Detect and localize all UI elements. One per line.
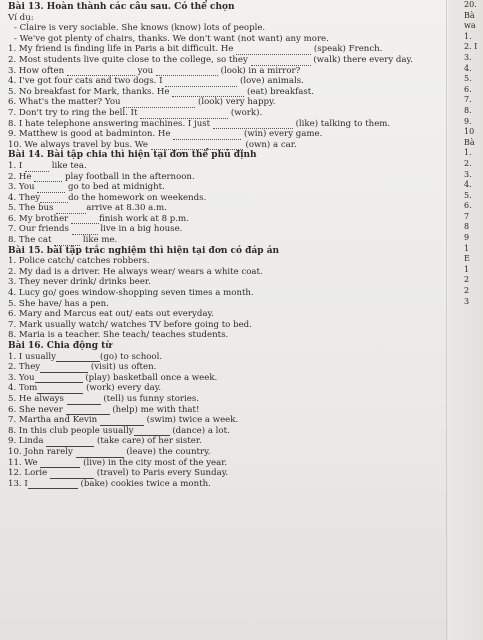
exercise-item — [8, 182, 448, 193]
exercise-item: 4. Lucy go/ goes window-shopping seven times a month. — [8, 288, 254, 299]
exercise-item — [8, 55, 448, 66]
exercise-item — [8, 373, 448, 384]
edge-text: 20. — [464, 0, 477, 9]
answer-blank[interactable] — [50, 470, 94, 479]
text-segment: 4. Tom — [8, 383, 38, 394]
section-15-title: Bài 15. bài tập trắc nghiệm thì hiện tại đơn có đáp án — [8, 245, 280, 256]
text-segment: 1. I — [8, 160, 23, 171]
text-segment: 12. Lorie — [8, 468, 48, 479]
edge-text: 1. — [464, 31, 472, 41]
answer-blank[interactable] — [67, 67, 135, 76]
text-segment: you — [137, 65, 154, 76]
text-segment: (help) me with that! — [112, 404, 200, 415]
text-segment: (eat) breakfast. — [246, 86, 314, 97]
answer-blank[interactable] — [213, 120, 293, 129]
section-13-example-label: Ví dụ: — [8, 12, 34, 23]
exercise-item — [8, 405, 448, 416]
exercise-item: 7. Mark usually watch/ watches TV before going to bed. — [8, 319, 252, 330]
example-line: - Claire is very sociable. She knows (know) lots of people. — [14, 23, 266, 34]
edge-text: 2. I — [464, 42, 478, 52]
answer-blank[interactable] — [56, 353, 100, 362]
text-segment: 5. No breakfast for Mark, thanks. He — [8, 86, 170, 97]
answer-blank[interactable] — [173, 131, 241, 140]
edge-text: 9. — [464, 116, 472, 126]
text-segment: (go) to school. — [100, 351, 163, 362]
text-segment: 4. I've got four cats and two dogs. I — [8, 76, 163, 87]
text-segment: 8. I hate telephone answering machines. I just — [8, 118, 211, 129]
answer-blank[interactable] — [40, 459, 80, 468]
text-segment: (look) in a mirror? — [220, 65, 301, 76]
text-segment: (tell) us funny stories. — [103, 393, 199, 404]
edge-text: 7 — [464, 211, 470, 221]
text-segment: 6. My brother — [8, 213, 69, 224]
exercise-item — [8, 352, 448, 363]
exercise-item: 2. My dad is a driver. He always wear/ wears a white coat. — [8, 266, 263, 277]
exercise-item — [8, 161, 448, 172]
edge-text: 2. — [464, 158, 472, 168]
edge-text: 1. — [464, 148, 472, 158]
edge-text: 8. — [464, 105, 472, 115]
text-segment: (live) in the city most of the year. — [83, 457, 228, 468]
exercise-item — [8, 479, 448, 490]
text-segment: play football in the afternoon. — [64, 171, 195, 182]
answer-blank[interactable] — [56, 205, 86, 214]
answer-blank[interactable] — [134, 427, 170, 436]
answer-blank[interactable] — [251, 57, 311, 66]
answer-blank[interactable] — [236, 46, 311, 55]
adjacent-page-edge — [448, 0, 483, 640]
exercise-item — [8, 172, 448, 183]
text-segment: 10. John rarely — [8, 446, 73, 457]
edge-text: 4. — [464, 180, 472, 190]
text-segment: 2. Most students live quite close to the college, so they — [8, 54, 248, 65]
text-segment: (own) a car. — [245, 139, 297, 150]
edge-text: Bà — [464, 10, 475, 20]
text-segment: 2. They — [8, 362, 41, 373]
text-segment: (bake) cookies twice a month. — [80, 478, 211, 489]
example-line: - We've got plenty of chairs, thanks. We don't want (not want) any more. — [14, 33, 329, 44]
text-segment: 1. My friend is finding life in Paris a bit difficult. He — [8, 44, 234, 55]
text-segment: 7. Don't try to ring the bell. It — [8, 107, 138, 118]
edge-text: 3. — [464, 52, 472, 62]
text-segment: 4. They — [8, 192, 41, 203]
exercise-item — [8, 203, 448, 214]
exercise-item — [8, 235, 448, 246]
edge-text: 8 — [464, 222, 470, 232]
text-segment: 5. He always — [8, 393, 64, 404]
text-segment: 7. Our friends — [8, 224, 69, 235]
text-segment: (work). — [230, 107, 263, 118]
text-segment: (work) every day. — [86, 383, 162, 394]
answer-blank[interactable] — [151, 141, 243, 150]
answer-blank[interactable] — [140, 110, 228, 119]
edge-text: E — [464, 254, 470, 264]
text-segment: do the homework on weekends. — [68, 192, 207, 203]
text-segment: 2. He — [8, 171, 32, 182]
edge-text: 6. — [464, 201, 472, 211]
exercise-item — [8, 193, 448, 204]
answer-blank[interactable] — [40, 194, 68, 203]
exercise-item: 8. Maria is a teacher. She teach/ teaches students. — [8, 330, 229, 341]
text-segment: 8. In this club people usually — [8, 425, 134, 436]
text-segment: (dance) a lot. — [172, 425, 230, 436]
exercise-item — [8, 394, 448, 405]
text-segment: like tea. — [51, 160, 87, 171]
text-segment: (swim) twice a week. — [146, 415, 239, 426]
text-segment: 8. The cat — [8, 235, 52, 246]
main-column — [8, 2, 448, 489]
exercise-item — [8, 119, 448, 130]
exercise-item — [8, 362, 448, 373]
exercise-item — [8, 224, 448, 235]
answer-blank[interactable] — [25, 163, 49, 172]
answer-blank[interactable] — [156, 67, 218, 76]
answer-blank[interactable] — [40, 364, 88, 373]
text-segment: (like) talking to them. — [295, 118, 391, 129]
edge-text: Bà — [464, 137, 475, 147]
text-segment: (take care) of her sister. — [97, 436, 202, 447]
answer-blank[interactable] — [28, 480, 78, 489]
exercise-item — [8, 108, 448, 119]
edge-text: 5. — [464, 74, 472, 84]
section-13-title: Bài 13. Hoàn thành các câu sau. Có thể chọn — [8, 2, 235, 12]
section-16-title: Bài 16. Chia động từ — [8, 341, 112, 351]
answer-blank[interactable] — [54, 237, 80, 246]
edge-text: 3. — [464, 169, 472, 179]
exercise-item: 1. Police catch/ catches robbers. — [8, 256, 150, 267]
edge-text: wa — [464, 21, 476, 31]
exercise-item — [8, 129, 448, 140]
text-segment: 10. We always travel by bus. We — [8, 139, 149, 150]
text-segment: finish work at 8 p.m. — [99, 213, 189, 224]
exercise-item: 6. Mary and Marcus eat out/ eats out everyday. — [8, 309, 214, 320]
answer-blank[interactable] — [100, 417, 144, 426]
edge-text: 4. — [464, 63, 472, 73]
exercise-item — [8, 76, 448, 87]
exercise-item — [8, 415, 448, 426]
exercise-item — [8, 97, 448, 108]
text-segment: (speak) French. — [313, 44, 383, 55]
answer-blank[interactable] — [165, 78, 237, 87]
exercise-item: 5. She have/ has a pen. — [8, 298, 109, 309]
edge-text: 3 — [464, 296, 470, 306]
text-segment: (win) every game. — [243, 129, 323, 140]
exercise-item — [8, 383, 448, 394]
text-segment: (visit) us often. — [90, 362, 157, 373]
answer-blank[interactable] — [37, 385, 83, 394]
exercise-item — [8, 436, 448, 447]
edge-text: 1 — [464, 264, 470, 274]
answer-blank[interactable] — [172, 88, 244, 97]
answer-blank[interactable] — [76, 449, 124, 458]
text-segment: 3. You — [8, 182, 35, 193]
text-segment: 13. I — [8, 478, 28, 489]
answer-blank[interactable] — [34, 173, 62, 182]
exercise-item: 3. They never drink/ drinks beer. — [8, 277, 151, 288]
edge-text: 10 — [464, 127, 475, 137]
answer-blank[interactable] — [123, 99, 195, 108]
text-segment: live in a big house. — [100, 224, 183, 235]
answer-blank[interactable] — [35, 374, 83, 383]
edge-text: 2 — [464, 275, 470, 285]
answer-blank[interactable] — [37, 184, 65, 193]
answer-blank[interactable] — [46, 438, 94, 447]
text-segment: 5. The bus — [8, 203, 54, 214]
text-segment: like me. — [82, 235, 118, 246]
edge-text: 1 — [464, 243, 470, 253]
text-segment: (look) very happy. — [198, 97, 276, 108]
answer-blank[interactable] — [67, 396, 101, 405]
text-segment: 1. I usually — [8, 351, 57, 362]
text-segment: (love) animals. — [240, 76, 304, 87]
edge-text: 2 — [464, 286, 470, 296]
exercise-item — [8, 66, 448, 77]
text-segment: (play) basketball once a week. — [85, 372, 218, 383]
text-segment: 6. What's the matter? You — [8, 97, 121, 108]
edge-text: 9 — [464, 233, 470, 243]
text-segment: go to bed at midnight. — [68, 182, 165, 193]
exercise-item — [8, 458, 448, 469]
exercise-item — [8, 214, 448, 225]
exercise-item — [8, 468, 448, 479]
section-14-title: Bài 14. Bài tập chia thì hiện tại đơn thể phủ định — [8, 150, 257, 161]
text-segment: (leave) the country. — [126, 446, 211, 457]
text-segment: 6. She never — [8, 404, 63, 415]
exercise-item — [8, 87, 448, 98]
edge-text: 7. — [464, 95, 472, 105]
answer-blank[interactable] — [71, 215, 99, 224]
text-segment: (travel) to Paris every Sunday. — [96, 468, 229, 479]
edge-text: 5. — [464, 190, 472, 200]
text-segment: (walk) there every day. — [313, 54, 413, 65]
text-segment: 9. Matthew is good at badminton. He — [8, 129, 171, 140]
exercise-item — [8, 426, 448, 437]
text-segment: arrive at 8.30 a.m. — [86, 203, 167, 214]
edge-text: 6. — [464, 84, 472, 94]
answer-blank[interactable] — [72, 226, 98, 235]
answer-blank[interactable] — [66, 406, 110, 415]
text-segment: 7. Martha and Kevin — [8, 415, 98, 426]
text-segment: 11. We — [8, 457, 38, 468]
exercise-item — [8, 447, 448, 458]
text-segment: 9. Linda — [8, 436, 44, 447]
exercise-item — [8, 44, 448, 55]
exercise-item — [8, 140, 448, 151]
text-segment: 3. You — [8, 372, 35, 383]
text-segment: 3. How often — [8, 65, 65, 76]
